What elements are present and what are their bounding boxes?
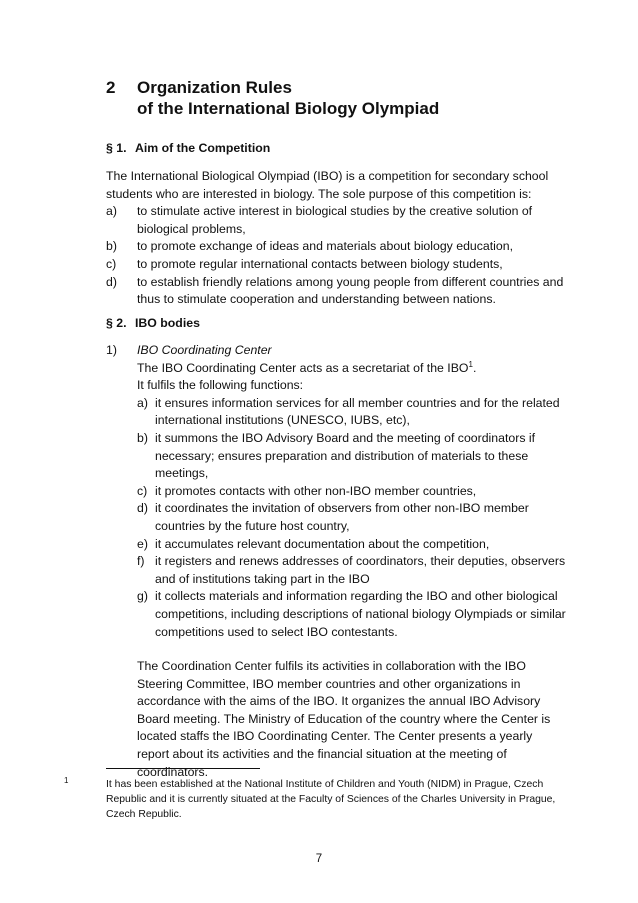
footnote-reference: 1 [468, 359, 473, 369]
section-1-body [106, 168, 566, 309]
chapter-title-line2: of the International Biology Olympiad [137, 99, 440, 118]
footnote-mark: 1 [64, 776, 69, 785]
secretariat-period: . [472, 360, 477, 375]
aim-item-label: b) [106, 239, 117, 254]
section-1-number: § 1. [106, 141, 127, 155]
secretariat-text: The IBO Coordinating Center acts as a secretariat of the IBO [137, 360, 469, 375]
function-item-label: f) [137, 554, 145, 569]
function-item-label: a) [137, 395, 148, 410]
body-item-heading: IBO Coordinating Center [137, 343, 272, 357]
function-item-text: it ensures information services for all member countries and for the related international institutions (UNESCO, IUBS, etc), [155, 395, 560, 428]
aim-item-label: a) [106, 204, 117, 219]
section-2-number: § 2. [106, 316, 127, 330]
function-item-label: g) [137, 589, 148, 604]
function-item [106, 430, 566, 483]
section-1-intro: The International Biological Olympiad (IBO) is a competition for secondary school students who are interested in biology. The sole purpose of this competition is: [106, 169, 549, 201]
body-item-1 [106, 342, 566, 395]
chapter-title-line1: Organization Rules [137, 78, 292, 97]
function-item-text: it promotes contacts with other non-IBO member countries, [155, 483, 477, 498]
secretariat-line [137, 360, 566, 378]
function-item [106, 500, 566, 535]
section-2-title: IBO bodies [135, 316, 200, 330]
function-item-text: it summons the IBO Advisory Board and the meeting of coordinators if necessary; ensures preparation and distribution of materials to these meetings, [155, 430, 536, 481]
function-item-label: d) [137, 501, 148, 516]
aim-item [106, 256, 566, 274]
aim-item-label: d) [106, 274, 117, 289]
page-number: 7 [315, 853, 323, 865]
function-item [106, 553, 566, 588]
function-item-text: it collects materials and information regarding the IBO and other biological competitions, including descriptions of national biology Olympiads or similar competitions used to select IBO contestants. [155, 589, 566, 639]
function-item [106, 395, 566, 430]
footnote-separator [106, 768, 260, 769]
aim-item-text: to establish friendly relations among young people from different countries and thus to stimulate cooperation and understanding between nations. [137, 274, 564, 307]
section-2-body [106, 342, 566, 781]
body-item-label: 1) [106, 343, 117, 357]
aim-item [106, 203, 566, 238]
coordination-center-paragraph: The Coordination Center fulfils its activities in collaboration with the IBO Steering Committee, IBO member countries and other organizations in accordance with the aims of the IBO. It organizes the annual IBO Advisory Board meeting. The Ministry of Education of the country where the Center is located staffs the IBO Coordinating Center. The Center presents a yearly report about its activities and the financial situation at the meeting of coordinators. [137, 659, 551, 779]
function-item-label: b) [137, 430, 148, 445]
chapter-number: 2 [106, 78, 116, 97]
aim-item [106, 238, 566, 256]
function-item-label: e) [137, 536, 148, 551]
function-item-text: it registers and renews addresses of coordinators, their deputies, observers and of institutions taking part in the IBO [155, 554, 566, 586]
function-item-text: it accumulates relevant documentation about the competition, [155, 536, 490, 551]
footnote [64, 776, 571, 822]
aim-item-text: to promote exchange of ideas and materials about biology education, [137, 239, 513, 254]
aim-item-label: c) [106, 256, 117, 271]
aim-item-text: to stimulate active interest in biological studies by the creative solution of biological problems, [137, 204, 533, 236]
section-1-title: Aim of the Competition [135, 141, 271, 155]
aim-item-text: to promote regular international contacts between biology students, [137, 256, 503, 271]
function-item [106, 483, 566, 501]
function-item [106, 588, 566, 641]
footnote-text: It has been established at the National Institute of Children and Youth (NIDM) in Prague, Czech Republic and it is currently situated at the Faculty of Sciences of the Charles University in Prague, Czech Republic. [106, 779, 556, 820]
aim-item [106, 274, 566, 309]
function-item-text: it coordinates the invitation of observers from other non-IBO member countries by the future host country, [155, 501, 529, 533]
functions-intro: It fulfils the following functions: [137, 378, 304, 393]
function-item-label: c) [137, 483, 148, 498]
function-item [106, 536, 566, 554]
